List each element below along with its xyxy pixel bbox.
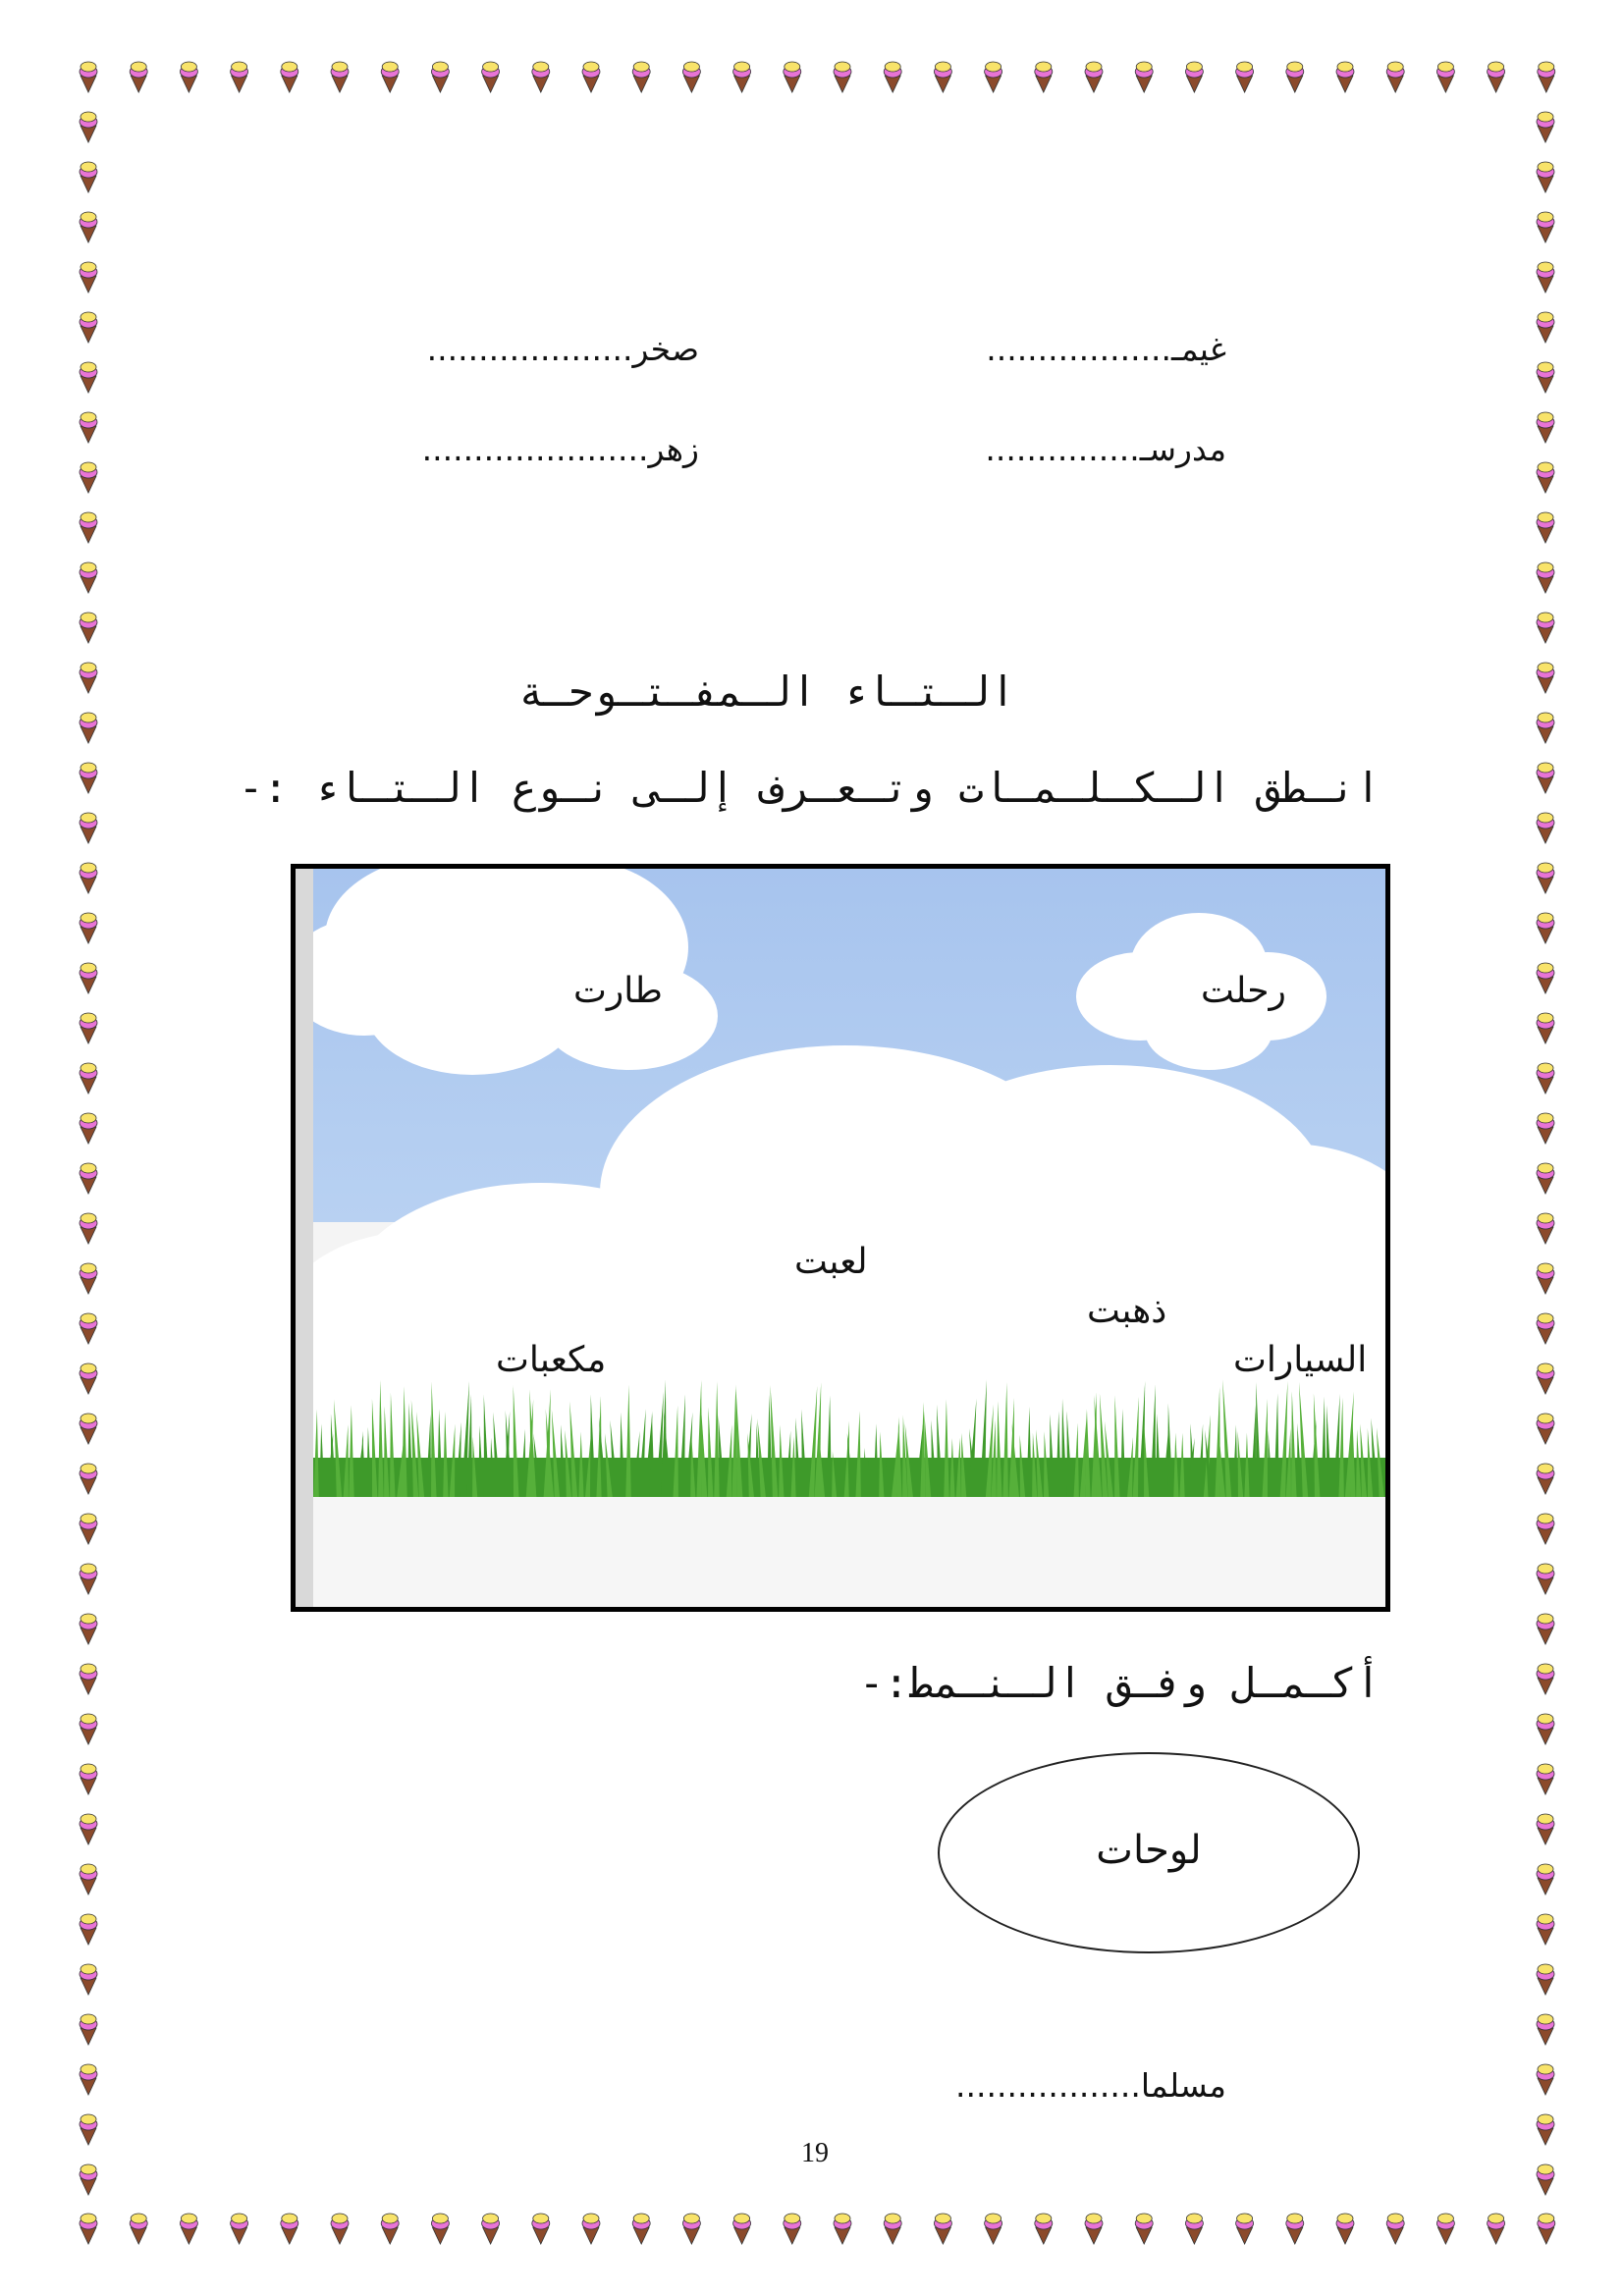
ice-cream-cone-icon xyxy=(80,512,97,543)
ice-cream-cone-icon xyxy=(80,1213,97,1244)
ice-cream-cone-icon xyxy=(1537,2064,1554,2095)
ice-cream-cone-icon xyxy=(80,1614,97,1644)
ice-cream-cone-icon xyxy=(80,1864,97,1895)
page-number: 19 xyxy=(801,2138,829,2168)
ice-cream-cone-icon xyxy=(1537,1564,1554,1594)
ice-cream-cone-icon xyxy=(1286,2214,1304,2244)
ice-cream-cone-icon xyxy=(1537,2164,1554,2195)
exercise2-instruction: أكـمـل وفـق الـنـمط:- xyxy=(858,1659,1380,1707)
ice-cream-cone-icon xyxy=(532,62,550,92)
ice-cream-cone-icon xyxy=(834,2214,851,2244)
ice-cream-cone-icon xyxy=(80,713,97,743)
ice-cream-cone-icon xyxy=(1537,362,1554,393)
ice-cream-cone-icon xyxy=(1537,1964,1554,1995)
ice-cream-cone-icon xyxy=(1537,1814,1554,1844)
ice-cream-cone-icon xyxy=(1537,1764,1554,1794)
word-rahalat: رحلت xyxy=(1201,971,1286,1011)
ice-cream-cone-icon xyxy=(281,2214,298,2244)
ice-cream-cone-icon xyxy=(1538,2214,1555,2244)
ice-cream-cone-icon xyxy=(1537,1714,1554,1744)
ice-cream-cone-icon xyxy=(80,1814,97,1844)
ice-cream-cone-icon xyxy=(682,2214,700,2244)
ice-cream-cone-icon xyxy=(80,1564,97,1594)
ice-cream-cone-icon xyxy=(784,2214,801,2244)
ice-cream-cone-icon xyxy=(482,62,500,92)
ice-cream-cone-icon xyxy=(80,2214,97,2244)
ice-cream-cone-icon xyxy=(1537,212,1554,242)
ice-cream-cone-icon xyxy=(80,1263,97,1294)
ice-cream-cone-icon xyxy=(1336,62,1354,92)
ice-cream-cone-icon xyxy=(1085,2214,1103,2244)
ice-cream-cone-icon xyxy=(985,62,1002,92)
ice-cream-cone-icon xyxy=(985,2214,1002,2244)
ice-cream-cone-icon xyxy=(80,2014,97,2045)
ice-cream-cone-icon xyxy=(1537,1213,1554,1244)
sky-scene-image xyxy=(291,864,1390,1612)
ice-cream-cone-icon xyxy=(80,362,97,393)
ice-cream-cone-icon xyxy=(80,412,97,443)
ice-cream-cone-icon xyxy=(381,62,399,92)
ice-cream-cone-icon xyxy=(80,663,97,693)
ice-cream-cone-icon xyxy=(80,112,97,142)
ice-cream-cone-icon xyxy=(934,2214,951,2244)
ice-cream-cone-icon xyxy=(1538,62,1555,92)
ice-cream-cone-icon xyxy=(80,1464,97,1494)
ice-cream-cone-icon xyxy=(80,913,97,943)
ice-cream-cone-icon xyxy=(1035,2214,1053,2244)
ice-cream-cone-icon xyxy=(1537,412,1554,443)
ice-cream-cone-icon xyxy=(1537,963,1554,993)
ice-cream-cone-icon xyxy=(1537,1163,1554,1194)
ice-cream-cone-icon xyxy=(80,1764,97,1794)
ice-cream-cone-icon xyxy=(80,1414,97,1444)
ice-cream-cone-icon xyxy=(1537,562,1554,593)
ice-cream-cone-icon xyxy=(884,62,901,92)
ice-cream-cone-icon xyxy=(1537,1013,1554,1043)
ice-cream-cone-icon xyxy=(1537,1614,1554,1644)
ice-cream-cone-icon xyxy=(80,262,97,293)
ice-cream-cone-icon xyxy=(1537,813,1554,843)
ice-cream-cone-icon xyxy=(80,462,97,493)
pattern-word: لوحات xyxy=(1096,1828,1202,1873)
ice-cream-cone-icon xyxy=(1488,2214,1505,2244)
ice-cream-cone-icon xyxy=(80,312,97,343)
ice-cream-cone-icon xyxy=(682,62,700,92)
ice-cream-cone-icon xyxy=(1537,763,1554,793)
ice-cream-cone-icon xyxy=(80,2164,97,2195)
ice-cream-cone-icon xyxy=(934,62,951,92)
ice-cream-cone-icon xyxy=(1537,663,1554,693)
ice-cream-cone-icon xyxy=(80,1914,97,1945)
ice-cream-cone-icon xyxy=(1336,2214,1354,2244)
ice-cream-cone-icon xyxy=(1537,262,1554,293)
ice-cream-cone-icon xyxy=(1185,62,1203,92)
ice-cream-cone-icon xyxy=(784,62,801,92)
ice-cream-cone-icon xyxy=(1436,2214,1454,2244)
ice-cream-cone-icon xyxy=(1537,1864,1554,1895)
ice-cream-cone-icon xyxy=(1537,2014,1554,2045)
word-dhahabat: ذهبت xyxy=(1087,1291,1167,1331)
ice-cream-cone-icon xyxy=(80,1113,97,1144)
ice-cream-cone-icon xyxy=(1537,1514,1554,1544)
ice-cream-cone-icon xyxy=(80,1313,97,1344)
ice-cream-cone-icon xyxy=(80,1714,97,1744)
ice-cream-cone-icon xyxy=(80,763,97,793)
answer-line: مسلما.................. xyxy=(955,2066,1226,2105)
ice-cream-cone-icon xyxy=(431,62,449,92)
ice-cream-cone-icon xyxy=(1135,2214,1153,2244)
ice-cream-cone-icon xyxy=(1537,162,1554,192)
word-laibat: لعبت xyxy=(794,1242,868,1282)
word-mukaabat: مكعبات xyxy=(496,1340,607,1380)
ice-cream-cone-icon xyxy=(80,963,97,993)
ice-cream-cone-icon xyxy=(80,212,97,242)
ice-cream-cone-icon xyxy=(1537,1313,1554,1344)
ice-cream-cone-icon xyxy=(884,2214,901,2244)
section-instruction: انـطق الـكـلـمـات وتـعـرف إلـى نـوع الـتـاء :- xyxy=(238,764,1380,812)
ice-cream-cone-icon xyxy=(281,62,298,92)
ice-cream-cone-icon xyxy=(1537,512,1554,543)
ice-cream-cone-icon xyxy=(1537,2114,1554,2145)
ice-cream-cone-icon xyxy=(1135,62,1153,92)
ice-cream-cone-icon xyxy=(834,62,851,92)
ice-cream-cone-icon xyxy=(331,62,349,92)
ice-cream-cone-icon xyxy=(80,62,97,92)
ice-cream-cone-icon xyxy=(180,62,197,92)
ice-cream-cone-icon xyxy=(1085,62,1103,92)
ice-cream-cone-icon xyxy=(80,863,97,893)
ice-cream-cone-icon xyxy=(1537,613,1554,643)
ice-cream-cone-icon xyxy=(1537,1664,1554,1694)
word-madras: مدرسـ............... xyxy=(985,430,1226,468)
ice-cream-cone-icon xyxy=(1185,2214,1203,2244)
ice-cream-cone-icon xyxy=(1386,62,1404,92)
ice-cream-cone-icon xyxy=(80,162,97,192)
ice-cream-cone-icon xyxy=(1436,62,1454,92)
ice-cream-cone-icon xyxy=(80,613,97,643)
ice-cream-cone-icon xyxy=(130,62,147,92)
ice-cream-cone-icon xyxy=(80,2114,97,2145)
ice-cream-cone-icon xyxy=(632,62,650,92)
ice-cream-cone-icon xyxy=(1286,62,1304,92)
ice-cream-cone-icon xyxy=(431,2214,449,2244)
ice-cream-cone-icon xyxy=(1386,2214,1404,2244)
ice-cream-cone-icon xyxy=(1236,62,1254,92)
ice-cream-cone-icon xyxy=(1537,1063,1554,1094)
ice-cream-cone-icon xyxy=(532,2214,550,2244)
ice-cream-cone-icon xyxy=(1537,1263,1554,1294)
ice-cream-cone-icon xyxy=(80,1163,97,1194)
ice-cream-cone-icon xyxy=(80,813,97,843)
ice-cream-cone-icon xyxy=(80,1514,97,1544)
ice-cream-cone-icon xyxy=(632,2214,650,2244)
word-sayyarat: السيارات xyxy=(1233,1340,1368,1380)
section-title: الـتـاء الـمفـتـوحـة xyxy=(518,667,1015,716)
ice-cream-cone-icon xyxy=(231,2214,248,2244)
ice-cream-cone-icon xyxy=(80,1964,97,1995)
ice-cream-cone-icon xyxy=(80,1013,97,1043)
ice-cream-cone-icon xyxy=(1537,913,1554,943)
ice-cream-cone-icon xyxy=(130,2214,147,2244)
ice-cream-cone-icon xyxy=(733,2214,751,2244)
ice-cream-cone-icon xyxy=(1537,112,1554,142)
ice-cream-cone-icon xyxy=(381,2214,399,2244)
ice-cream-cone-icon xyxy=(1537,1914,1554,1945)
ice-cream-cone-icon xyxy=(80,1063,97,1094)
ice-cream-cone-icon xyxy=(1537,312,1554,343)
ice-cream-cone-icon xyxy=(80,2064,97,2095)
ice-cream-cone-icon xyxy=(80,1664,97,1694)
word-gaim: غيمـ.................. xyxy=(986,330,1226,368)
ice-cream-cone-icon xyxy=(80,1363,97,1394)
ice-cream-cone-icon xyxy=(1537,863,1554,893)
ice-cream-cone-icon xyxy=(231,62,248,92)
ice-cream-cone-icon xyxy=(180,2214,197,2244)
ice-cream-cone-icon xyxy=(1537,1113,1554,1144)
ice-cream-cone-icon xyxy=(582,2214,600,2244)
ice-cream-cone-icon xyxy=(1537,713,1554,743)
ice-cream-cone-icon xyxy=(1236,2214,1254,2244)
word-zahr: زهر...................... xyxy=(421,430,699,468)
ice-cream-cone-icon xyxy=(1035,62,1053,92)
ice-cream-cone-icon xyxy=(733,62,751,92)
ice-cream-cone-icon xyxy=(1537,462,1554,493)
ice-cream-cone-icon xyxy=(1537,1414,1554,1444)
ice-cream-cone-icon xyxy=(1537,1464,1554,1494)
ice-cream-cone-icon xyxy=(482,2214,500,2244)
ice-cream-cone-icon xyxy=(1537,1363,1554,1394)
ice-cream-cone-icon xyxy=(331,2214,349,2244)
ice-cream-cone-icon xyxy=(582,62,600,92)
word-tarat: طارت xyxy=(573,971,663,1011)
ice-cream-cone-icon xyxy=(80,562,97,593)
word-sakhr: صخر.................... xyxy=(426,330,699,368)
ice-cream-cone-icon xyxy=(1488,62,1505,92)
